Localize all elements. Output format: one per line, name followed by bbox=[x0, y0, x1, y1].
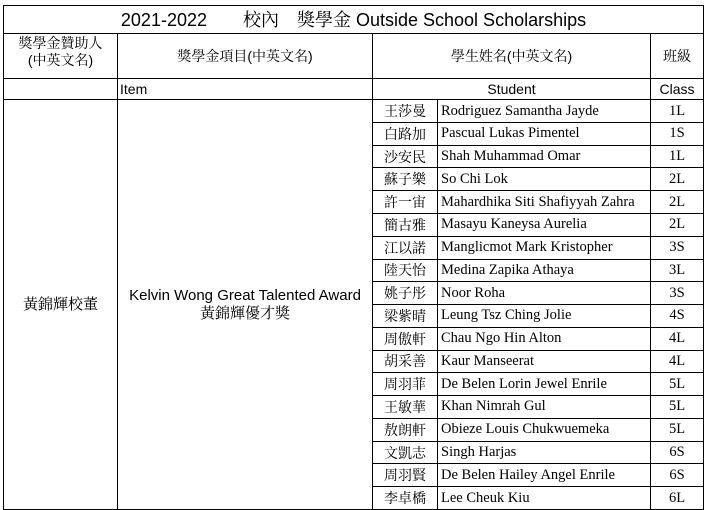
student-name-en: Masayu Kaneysa Aurelia bbox=[438, 213, 651, 236]
award-name-en: Kelvin Wong Great Talented Award bbox=[129, 286, 361, 304]
student-name-en: So Chi Lok bbox=[438, 168, 651, 191]
student-name-cn: 文凱志 bbox=[373, 441, 438, 464]
award-cell bbox=[118, 100, 373, 510]
sponsor-header-line2: (中英文名) bbox=[27, 51, 94, 68]
student-name-en: Rodriguez Samantha Jayde bbox=[438, 100, 651, 123]
student-name-cn: 王莎曼 bbox=[373, 100, 438, 123]
student-class: 4L bbox=[651, 350, 704, 373]
class-subheader: Class bbox=[651, 79, 704, 100]
student-class: 3S bbox=[651, 282, 704, 305]
student-name-cn: 簡古雅 bbox=[373, 213, 438, 236]
student-name-cn: 周羽賢 bbox=[373, 464, 438, 487]
sponsor-column-header bbox=[4, 33, 118, 79]
student-name-en: Obieze Louis Chukwuemeka bbox=[438, 418, 651, 441]
student-name-cn: 李卓橋 bbox=[373, 487, 438, 510]
student-name-cn: 江以諾 bbox=[373, 236, 438, 259]
student-column-header: 學生姓名(中英文名) bbox=[373, 33, 651, 79]
class-column-header: 班級 bbox=[651, 33, 704, 79]
student-name-cn: 陸天怡 bbox=[373, 259, 438, 282]
award-name-cn: 黃錦輝優才獎 bbox=[199, 304, 290, 322]
table-row bbox=[4, 100, 704, 123]
student-name-cn: 白路加 bbox=[373, 122, 438, 145]
student-class: 5L bbox=[651, 418, 704, 441]
student-name-cn: 敖朗軒 bbox=[373, 418, 438, 441]
student-name-cn: 胡采善 bbox=[373, 350, 438, 373]
student-class: 6L bbox=[651, 487, 704, 510]
student-class: 1L bbox=[651, 100, 704, 123]
student-name-cn: 蘇子樂 bbox=[373, 168, 438, 191]
student-class: 3S bbox=[651, 236, 704, 259]
student-name-cn: 姚子彤 bbox=[373, 282, 438, 305]
student-name-en: Singh Harjas bbox=[438, 441, 651, 464]
student-name-en: Khan Nimrah Gul bbox=[438, 396, 651, 419]
student-name-en: Manglicmot Mark Kristopher bbox=[438, 236, 651, 259]
student-class: 6S bbox=[651, 464, 704, 487]
student-name-en: Kaur Manseerat bbox=[438, 350, 651, 373]
student-name-en: Noor Roha bbox=[438, 282, 651, 305]
student-name-cn: 周傲軒 bbox=[373, 327, 438, 350]
student-name-cn: 周羽菲 bbox=[373, 373, 438, 396]
item-column-header: 獎學金項目(中英文名) bbox=[118, 33, 373, 79]
student-name-en: Shah Muhammad Omar bbox=[438, 145, 651, 168]
student-class: 1L bbox=[651, 145, 704, 168]
student-subheader: Student bbox=[373, 79, 651, 100]
student-name-en: De Belen Hailey Angel Enrile bbox=[438, 464, 651, 487]
item-subheader: Item bbox=[118, 79, 373, 100]
scholarship-table bbox=[3, 5, 704, 510]
student-name-cn: 梁紫晴 bbox=[373, 305, 438, 328]
student-class: 5L bbox=[651, 373, 704, 396]
student-name-en: De Belen Lorin Jewel Enrile bbox=[438, 373, 651, 396]
student-class: 2L bbox=[651, 168, 704, 191]
student-name-en: Chau Ngo Hin Alton bbox=[438, 327, 651, 350]
student-name-cn: 沙安民 bbox=[373, 145, 438, 168]
student-name-cn: 王敏華 bbox=[373, 396, 438, 419]
student-class: 6S bbox=[651, 441, 704, 464]
student-name-en: Leung Tsz Ching Jolie bbox=[438, 305, 651, 328]
student-class: 1S bbox=[651, 122, 704, 145]
student-name-en: Pascual Lukas Pimentel bbox=[438, 122, 651, 145]
sponsor-header-line1: 獎學金贊助人 bbox=[18, 34, 103, 51]
student-class: 2L bbox=[651, 213, 704, 236]
sponsor-cell: 黃錦輝校董 bbox=[4, 100, 118, 510]
sheet-title: 2021-2022 校內 獎學金 Outside School Scholarships bbox=[4, 6, 704, 34]
student-class: 3L bbox=[651, 259, 704, 282]
student-class: 2L bbox=[651, 191, 704, 214]
student-name-en: Lee Cheuk Kiu bbox=[438, 487, 651, 510]
student-name-cn: 許一宙 bbox=[373, 191, 438, 214]
student-class: 4L bbox=[651, 327, 704, 350]
student-name-en: Medina Zapika Athaya bbox=[438, 259, 651, 282]
blank-subheader-cell bbox=[4, 79, 118, 100]
student-name-en: Mahardhika Siti Shafiyyah Zahra bbox=[438, 191, 651, 214]
student-class: 4S bbox=[651, 305, 704, 328]
student-class: 5L bbox=[651, 396, 704, 419]
